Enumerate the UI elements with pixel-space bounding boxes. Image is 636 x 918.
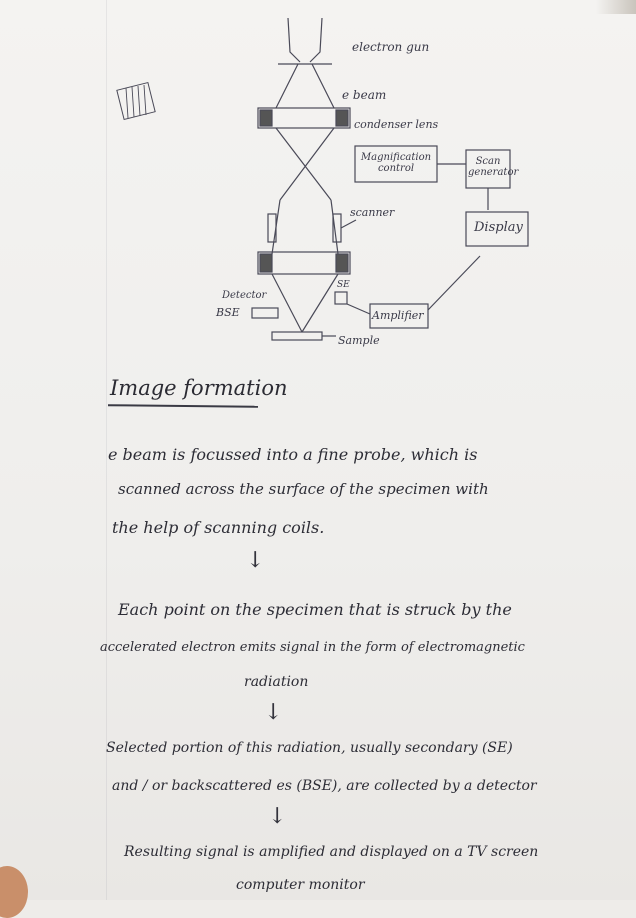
para1-line3: the help of scanning coils. bbox=[112, 518, 325, 537]
label-e-beam: e beam bbox=[342, 88, 387, 102]
label-bse: BSE bbox=[216, 306, 240, 319]
para3-line1: Selected portion of this radiation, usually secondary (SE) bbox=[106, 740, 513, 756]
condenser-lens-coil-left bbox=[260, 110, 272, 126]
section-heading: Image formation bbox=[110, 376, 288, 400]
scanner-pointer bbox=[341, 220, 356, 228]
para4-line2: computer monitor bbox=[236, 877, 365, 893]
para1-line1: e beam is focussed into a fine probe, which is bbox=[108, 445, 478, 464]
para2-line2: accelerated electron emits signal in the form of electromagnetic bbox=[100, 640, 525, 655]
label-electron-gun: electron gun bbox=[352, 40, 430, 54]
label-display: Display bbox=[474, 220, 523, 235]
bse-detector-box bbox=[252, 308, 278, 318]
objective-lens-coil-right bbox=[336, 254, 348, 272]
label-magnification-control: Magnification control bbox=[360, 152, 432, 174]
objective-lens-coil-left bbox=[260, 254, 272, 272]
condenser-lens-coil-right bbox=[336, 110, 348, 126]
sample-stage bbox=[272, 332, 322, 340]
label-detector: Detector bbox=[222, 290, 267, 301]
beam-crossover-1 bbox=[276, 128, 334, 200]
electron-gun-left-wall bbox=[288, 18, 300, 62]
para4-line1: Resulting signal is amplified and displayed on a TV screen bbox=[124, 844, 539, 860]
se-detector-box bbox=[335, 292, 347, 304]
amplifier-to-display-line bbox=[428, 256, 480, 310]
se-to-amplifier-line bbox=[347, 304, 370, 314]
beam-converge bbox=[272, 274, 338, 332]
aperture-grid bbox=[117, 83, 155, 120]
flow-arrow-2: ↓ bbox=[264, 700, 283, 725]
beam-mid bbox=[272, 200, 338, 254]
para1-line2: scanned across the surface of the specimen with bbox=[118, 480, 489, 498]
para2-line1: Each point on the specimen that is struck by the bbox=[118, 600, 512, 619]
flow-arrow-3: ↓ bbox=[268, 804, 287, 829]
beam-upper-outer bbox=[276, 64, 334, 108]
para3-line2: and / or backscattered es (BSE), are collected by a detector bbox=[112, 778, 537, 794]
label-sample: Sample bbox=[338, 334, 380, 347]
label-se: SE bbox=[337, 280, 350, 290]
label-condenser-lens: condenser lens bbox=[354, 118, 439, 131]
electron-gun-right-wall bbox=[310, 18, 322, 62]
flow-arrow-1: ↓ bbox=[246, 548, 265, 573]
label-amplifier: Amplifier bbox=[372, 309, 424, 322]
para2-line3: radiation bbox=[244, 674, 309, 690]
label-scanner: scanner bbox=[350, 206, 395, 219]
label-scan-generator: Scan generator bbox=[468, 156, 519, 178]
